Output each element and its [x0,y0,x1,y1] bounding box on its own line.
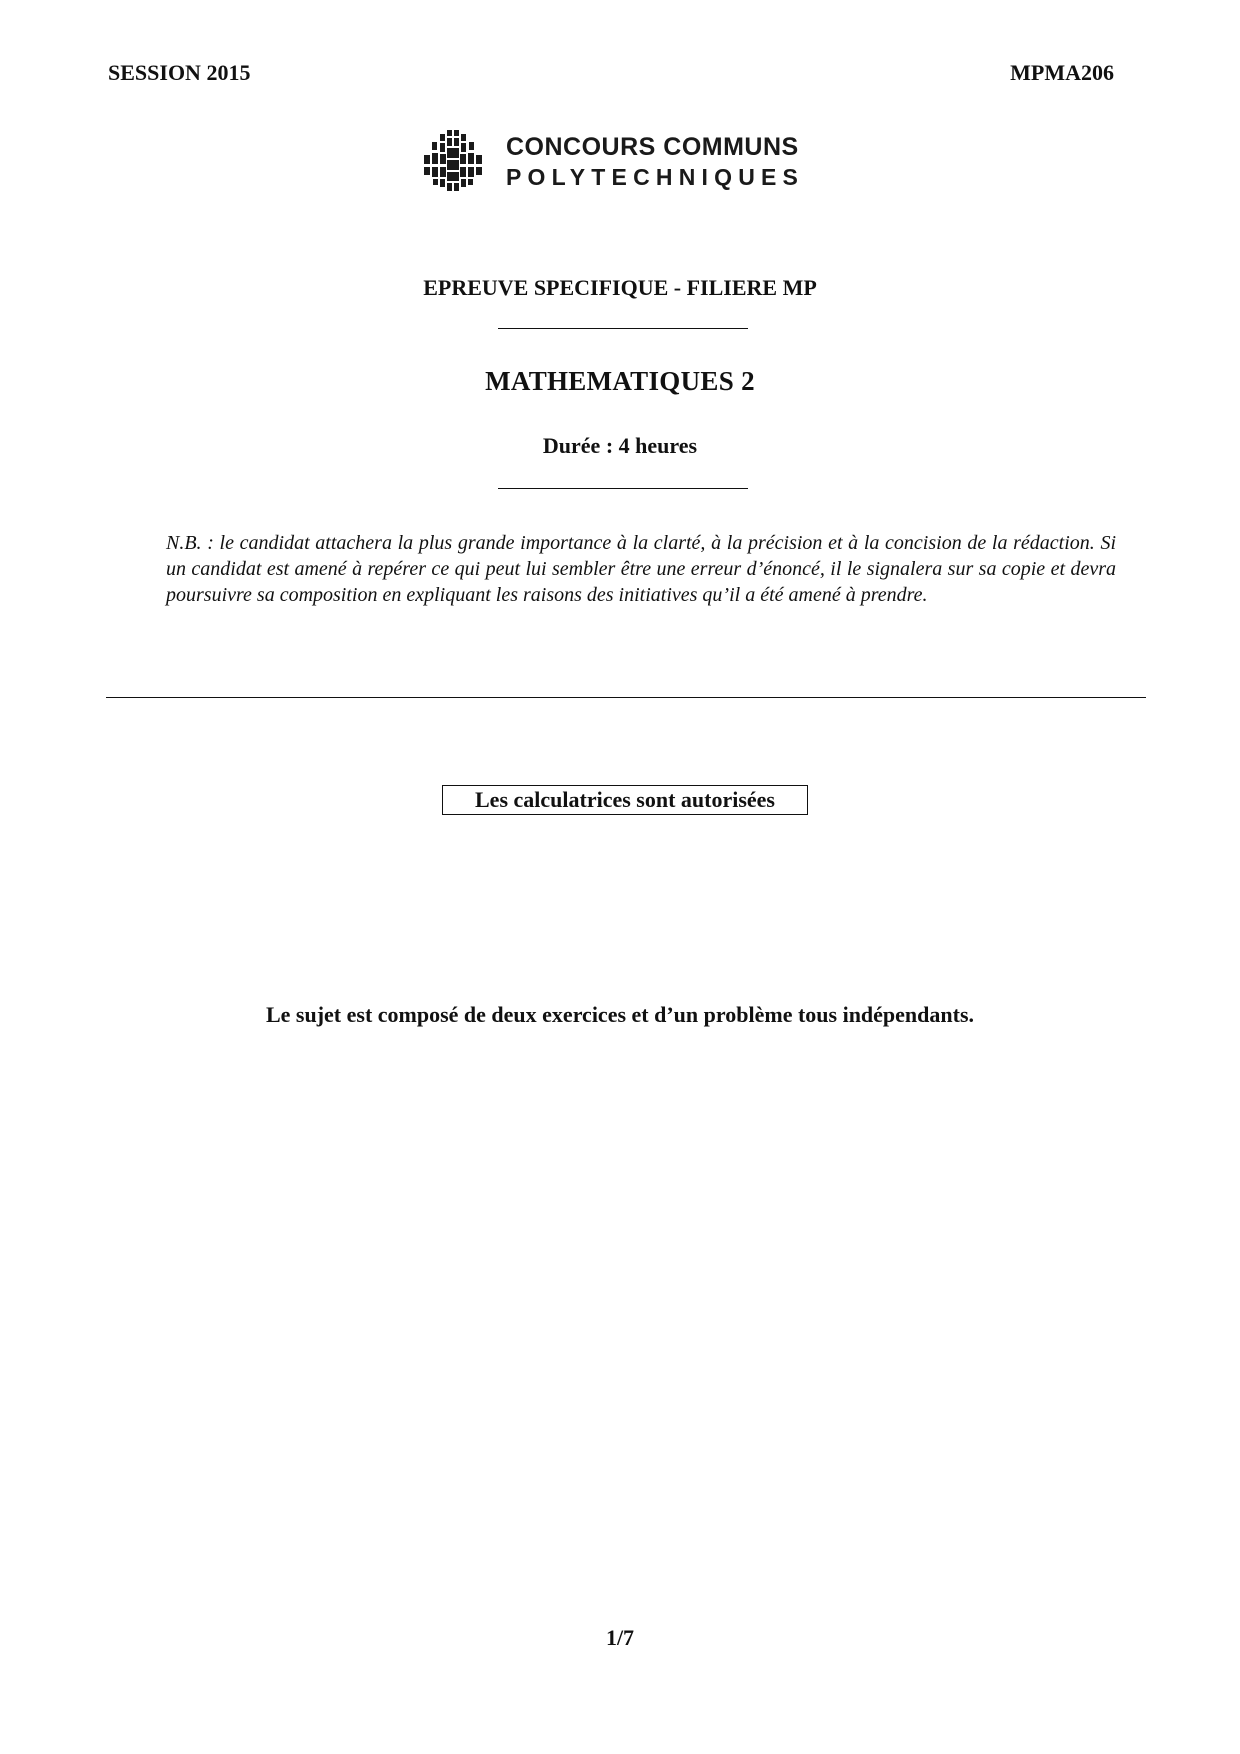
exam-code: MPMA206 [1010,60,1114,85]
instructions-note-text: N.B. : le candidat attachera la plus grande importance à la clarté, à la précision et à la concision de la rédaction. Si un candidat est amené à repérer ce qui peut lui sembler être une erreur d’énoncé, il le signalera sur sa copie et devra poursuivre sa composition en expliquant les raisons des initiatives qu’il a été amené à prendre. [166,532,1116,606]
separator-1 [498,328,748,329]
page-number: 1/7 [605,1625,635,1650]
logo-wordmark [506,132,804,192]
logo [420,128,820,198]
exam-title: MATHEMATIQUES 2 [485,366,755,396]
separator-2 [498,488,748,489]
logo-globe-icon [420,128,488,196]
subject-intro: Le sujet est composé de deux exercices et d’un problème tous indépendants. [265,1002,975,1027]
calculators-notice: Les calculatrices sont autorisées [442,785,808,815]
exam-duration: Durée : 4 heures [542,433,698,458]
logo-line-2: POLYTECHNIQUES [506,164,805,190]
instructions-note [166,530,1116,608]
session-label: SESSION 2015 [108,60,251,85]
full-width-rule [106,697,1146,698]
logo-line-1: CONCOURS COMMUNS [506,133,799,161]
exam-subtitle: EPREUVE SPECIFIQUE - FILIERE MP [423,275,817,300]
